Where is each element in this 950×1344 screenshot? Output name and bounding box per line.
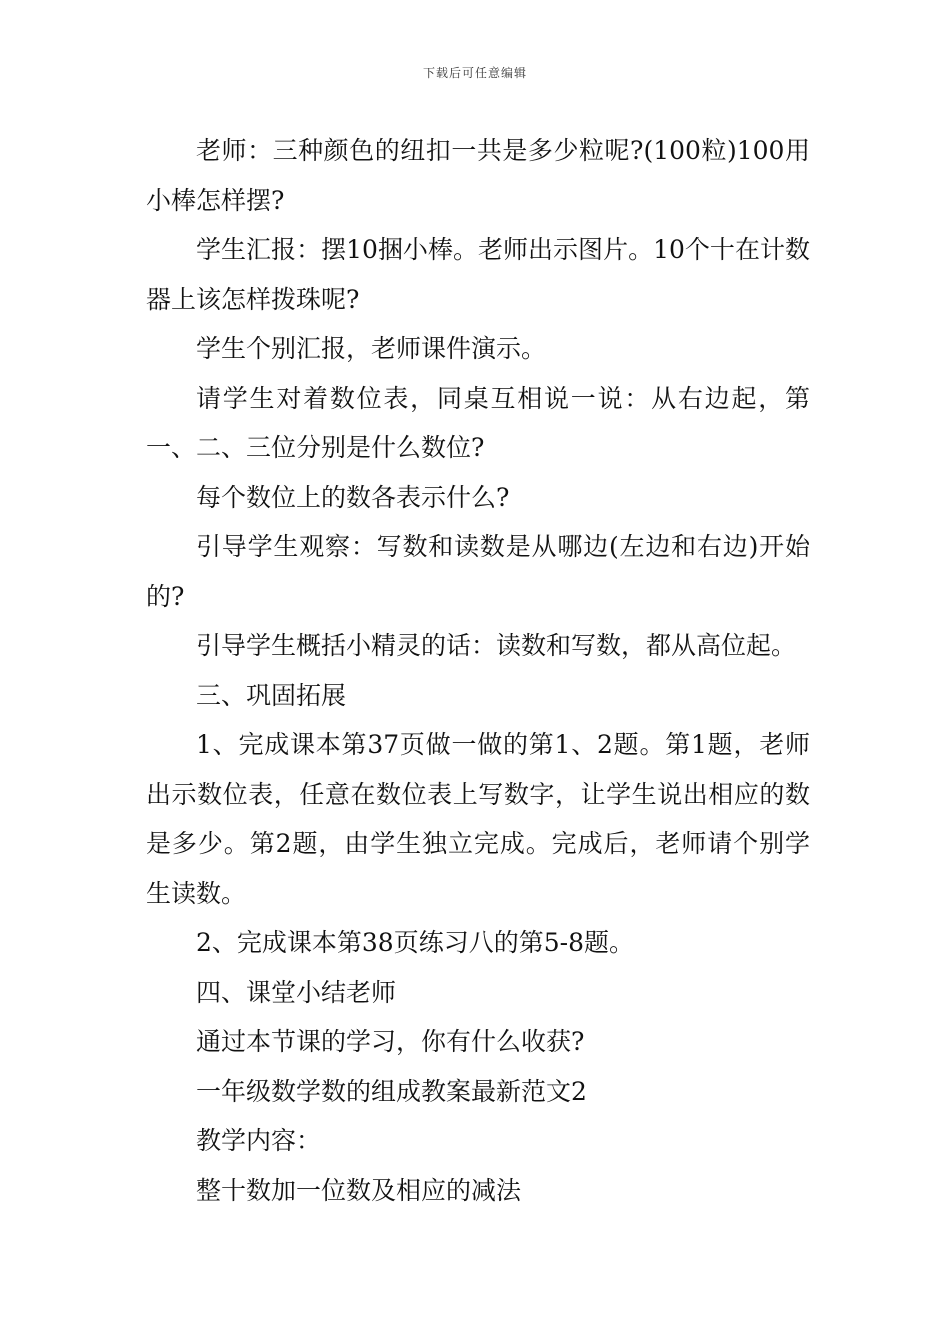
- paragraph: 引导学生观察：写数和读数是从哪边(左边和右边)开始的?: [146, 532, 810, 611]
- paragraph: 通过本节课的学习，你有什么收获?: [196, 1027, 585, 1056]
- section-heading: 三、巩固拓展: [196, 680, 347, 710]
- document-body: [146, 126, 810, 1215]
- paragraph: 学生个别汇报，老师课件演示。: [196, 334, 547, 363]
- page-header: 下载后可任意编辑: [422, 66, 527, 80]
- paragraph: 教学内容：: [196, 1126, 322, 1155]
- paragraph: 引导学生概括小精灵的话：读数和写数，都从高位起。: [196, 631, 797, 660]
- paragraph: 1、完成课本第37页做一做的第1、2题。第1题，老师出示数位表，任意在数位表上写数字，让学生说出相应的数是多少。第2题，由学生独立完成。完成后，老师请个别学生读数。: [146, 730, 810, 908]
- paragraph: 老师：三种颜色的纽扣一共是多少粒呢?(100粒)100用小棒怎样摆?: [146, 136, 810, 215]
- section-heading: 四、课堂小结老师: [196, 977, 397, 1007]
- paragraph: 请学生对着数位表，同桌互相说一说：从右边起，第一、二、三位分别是什么数位?: [146, 383, 810, 462]
- paragraph: 每个数位上的数各表示什么?: [196, 482, 510, 512]
- paragraph: 学生汇报：摆10捆小棒。老师出示图片。10个十在计数器上该怎样拨珠呢?: [146, 235, 810, 314]
- paragraph: 2、完成课本第38页练习八的第5-8题。: [196, 928, 634, 957]
- paragraph: 整十数加一位数及相应的减法: [196, 1175, 522, 1205]
- document-title: 一年级数学数的组成教案最新范文2: [196, 1076, 587, 1106]
